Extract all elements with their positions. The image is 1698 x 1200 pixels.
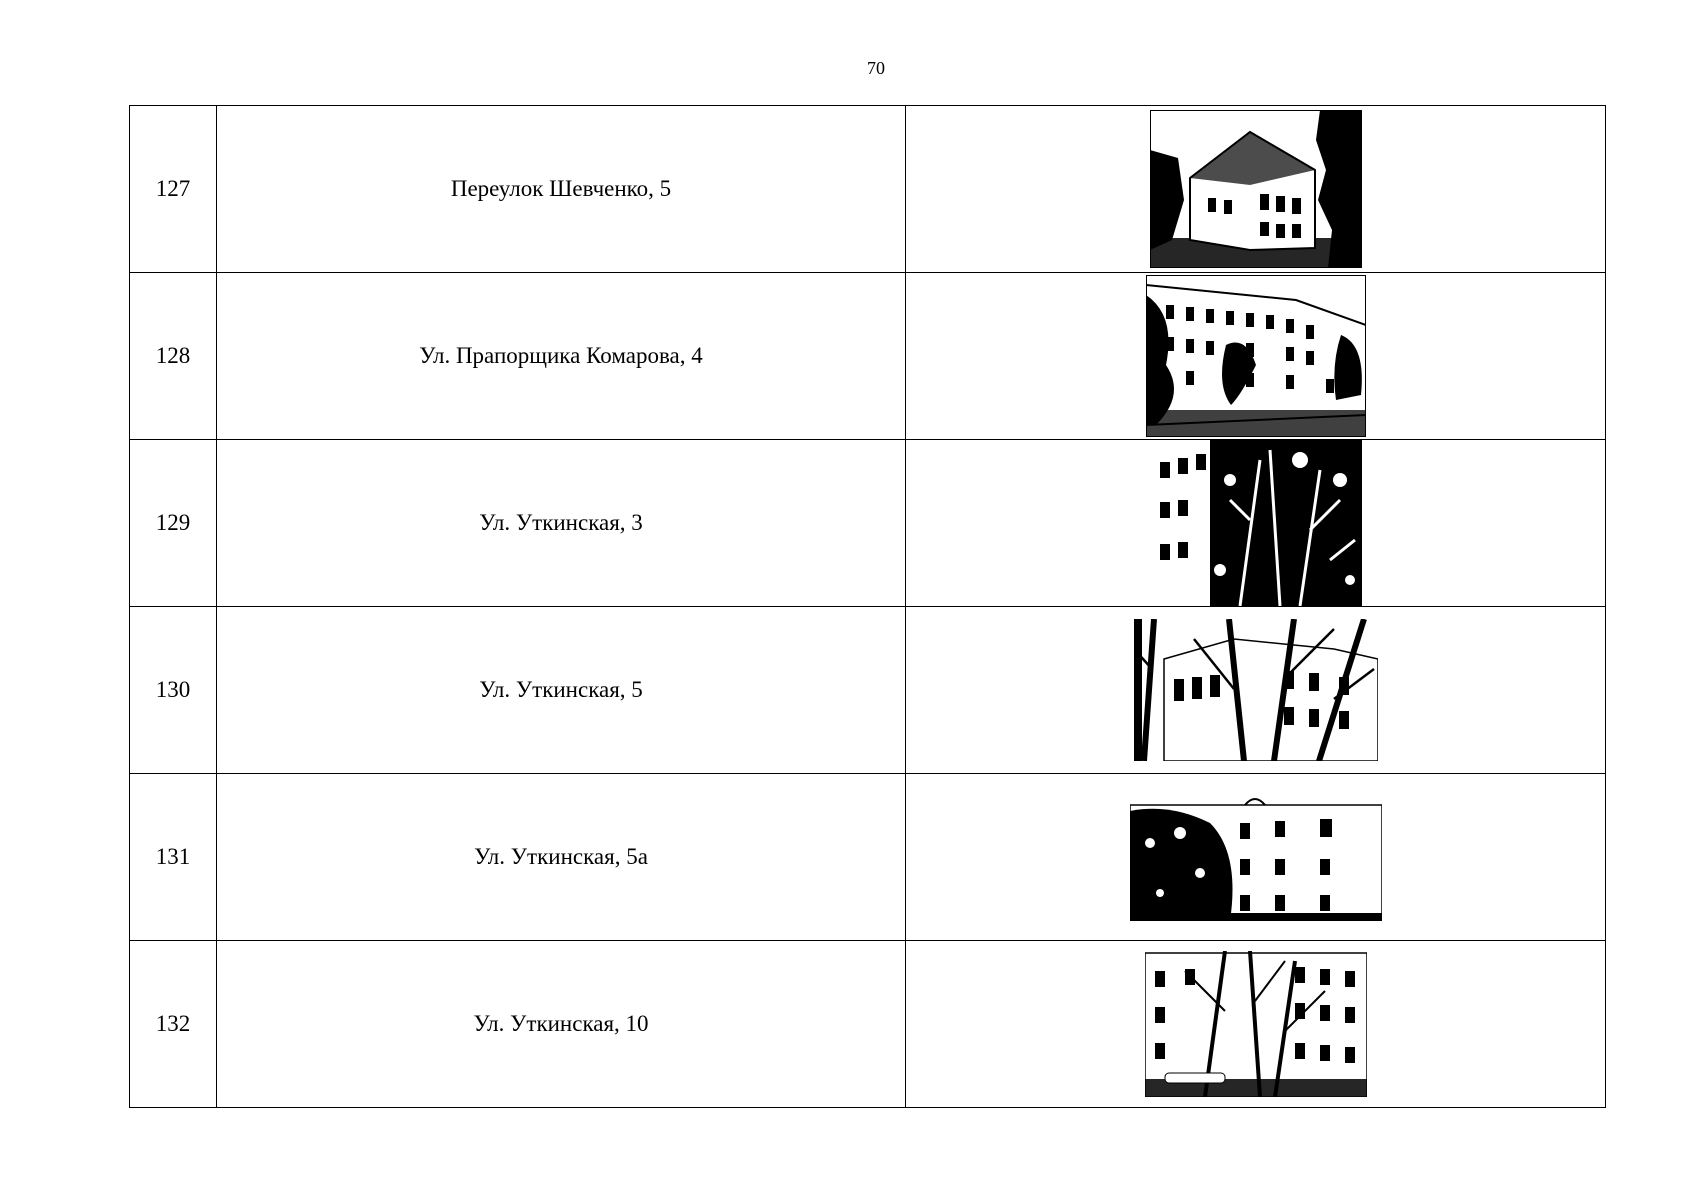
row-address: Ул. Уткинская, 10: [217, 941, 906, 1108]
row-address: Ул. Прапорщика Комарова, 4: [217, 273, 906, 440]
row-photo: [906, 440, 1606, 607]
row-photo: [906, 273, 1606, 440]
row-photo: [906, 941, 1606, 1108]
table-row: [130, 273, 1606, 440]
row-number: 132: [130, 941, 217, 1108]
building-photo-icon: [1130, 793, 1382, 921]
row-address: Ул. Уткинская, 5а: [217, 774, 906, 941]
building-photo-icon: [1145, 951, 1367, 1097]
table-row: [130, 607, 1606, 774]
row-address: Ул. Уткинская, 3: [217, 440, 906, 607]
page-number: 70: [867, 58, 885, 78]
row-photo: [906, 607, 1606, 774]
row-number: 127: [130, 106, 217, 273]
row-number: 131: [130, 774, 217, 941]
table-row: [130, 774, 1606, 941]
row-number: 129: [130, 440, 217, 607]
row-photo: [906, 774, 1606, 941]
table-row: [130, 440, 1606, 607]
table-row: [130, 106, 1606, 273]
row-address: Ул. Уткинская, 5: [217, 607, 906, 774]
buildings-table: [129, 105, 1606, 1108]
row-number: 128: [130, 273, 217, 440]
row-number: 130: [130, 607, 217, 774]
building-photo-icon: [1134, 619, 1378, 761]
building-photo-icon: [1146, 275, 1366, 437]
building-photo-icon: [1150, 440, 1362, 606]
row-address: Переулок Шевченко, 5: [217, 106, 906, 273]
building-photo-icon: [1150, 110, 1362, 268]
table-row: [130, 941, 1606, 1108]
row-photo: [906, 106, 1606, 273]
